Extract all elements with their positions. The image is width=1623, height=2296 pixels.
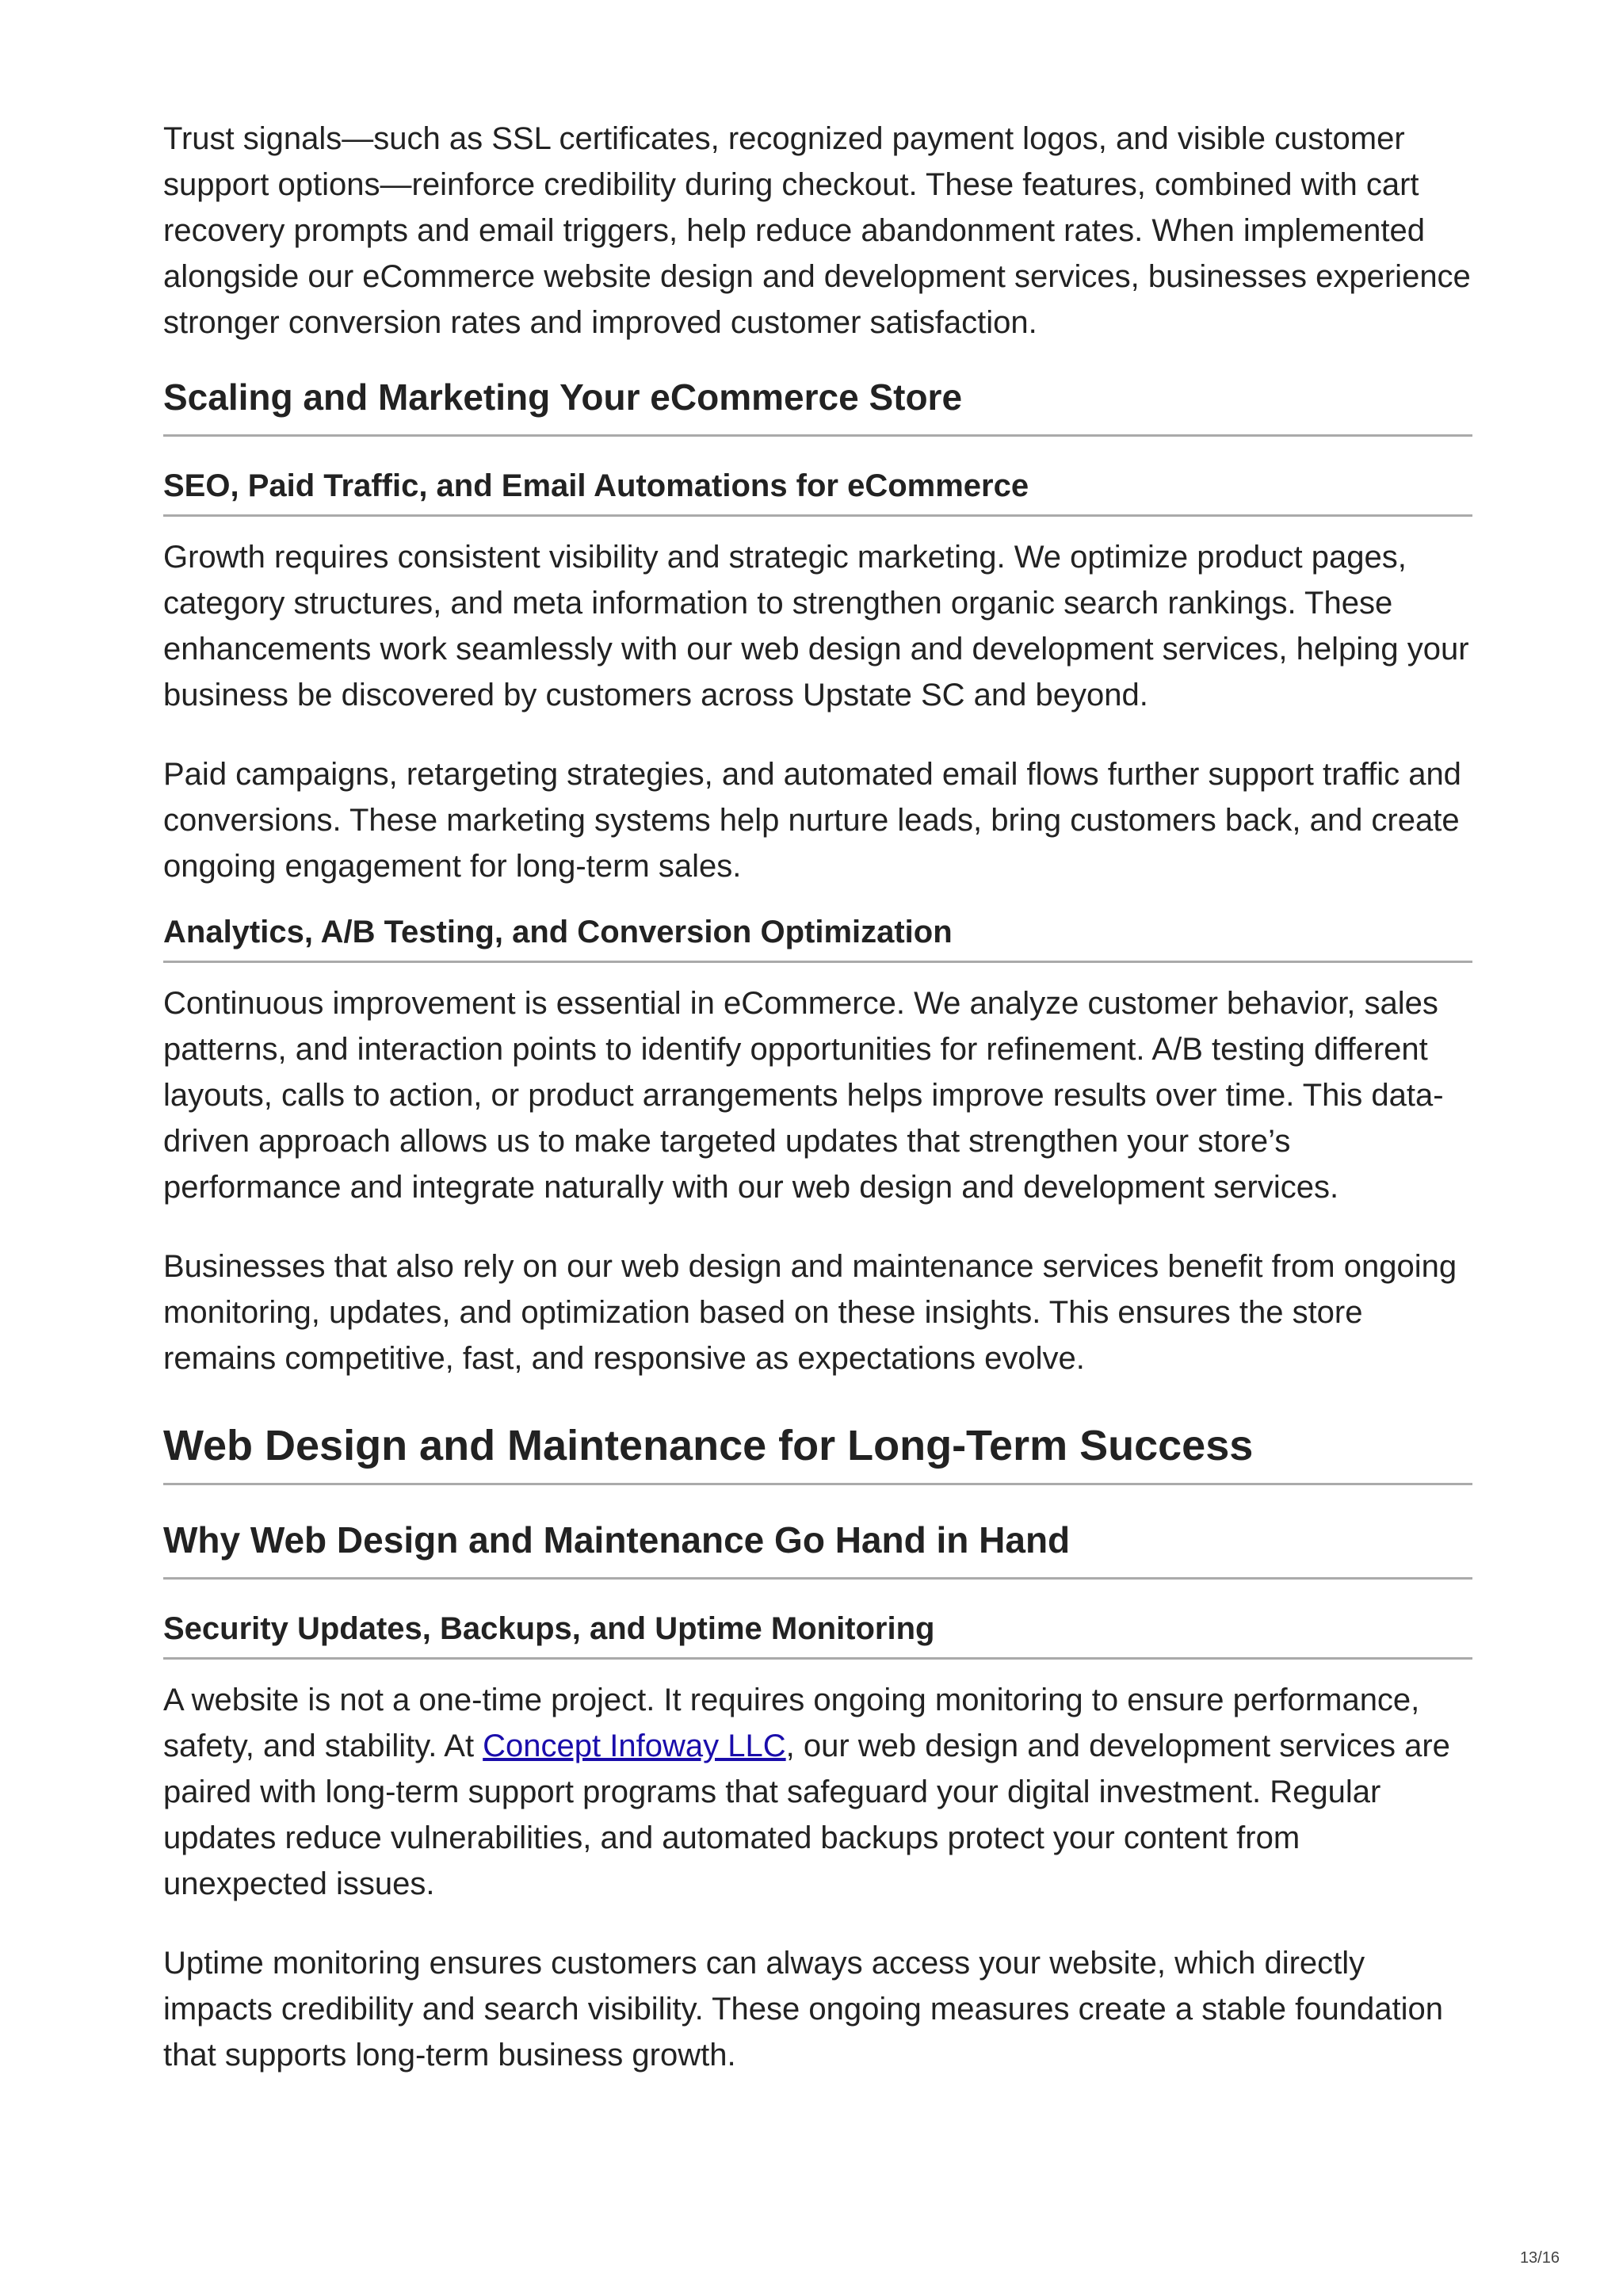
security-paragraph-2: Uptime monitoring ensures customers can always access your website, which directly impacts credibility and search visibility. These ongoing measures create a stable foundation that supports long-term business growth. bbox=[163, 1946, 1443, 2073]
document-page bbox=[163, 116, 1472, 2111]
security-paragraph-1-start: A website is not a one-time project. It requires ongoing monitoring to ensure performance, safety, and stability. At bbox=[163, 1683, 1420, 1763]
intro-paragraph: Trust signals—such as SSL certificates, recognized payment logos, and visible customer support options—reinforce credibility during checkout. These features, combined with cart recovery prompts and email triggers, help reduce abandonment rates. When implemented alongside our eCommerce website design and development services, businesses experience stronger conversion rates and improved customer satisfaction. bbox=[163, 121, 1471, 340]
scaling-heading: Scaling and Marketing Your eCommerce Store bbox=[163, 374, 1472, 437]
page-number: 13/16 bbox=[1519, 2249, 1560, 2267]
seo-paragraph-2: Paid campaigns, retargeting strategies, and automated email flows further support traffic and conversions. These marketing systems help nurture leads, bring customers back, and create ongoing engagement for long-term sales. bbox=[163, 757, 1461, 884]
security-heading: Security Updates, Backups, and Uptime Monitoring bbox=[163, 1608, 1472, 1660]
why-heading: Why Web Design and Maintenance Go Hand in Hand bbox=[163, 1517, 1472, 1580]
analytics-heading: Analytics, A/B Testing, and Conversion Optimization bbox=[163, 911, 1472, 963]
security-paragraph-1-end: , our web design and development services are paired with long-term support programs that safeguard your digital investment. Regular updates reduce vulnerabilities, and automated backups protect your content from unexpected issues. bbox=[163, 1729, 1450, 1901]
seo-paragraph-1: Growth requires consistent visibility and strategic marketing. We optimize product pages, category structures, and meta information to strengthen organic search rankings. These enhancements work seamlessly with our web design and development services, helping your business be discovered by customers across Upstate SC and beyond. bbox=[163, 540, 1469, 712]
security-paragraph-1 bbox=[163, 1677, 1472, 1907]
concept-infoway-link[interactable]: Concept Infoway LLC bbox=[483, 1729, 786, 1763]
analytics-paragraph-1: Continuous improvement is essential in eCommerce. We analyze customer behavior, sales patterns, and interaction points to identify opportunities for refinement. A/B testing different layouts, calls to action, or product arrangements helps improve results over time. This data-driven approach allows us to make targeted updates that strengthen your store’s performance and integrate naturally with our web design and development services. bbox=[163, 986, 1444, 1205]
seo-heading: SEO, Paid Traffic, and Email Automations for eCommerce bbox=[163, 465, 1472, 517]
analytics-paragraph-2: Businesses that also rely on our web design and maintenance services benefit from ongoing monitoring, updates, and optimization based on these insights. This ensures the store remains competitive, fast, and responsive as expectations evolve. bbox=[163, 1249, 1457, 1376]
maintenance-heading: Web Design and Maintenance for Long-Term Success bbox=[163, 1419, 1472, 1485]
